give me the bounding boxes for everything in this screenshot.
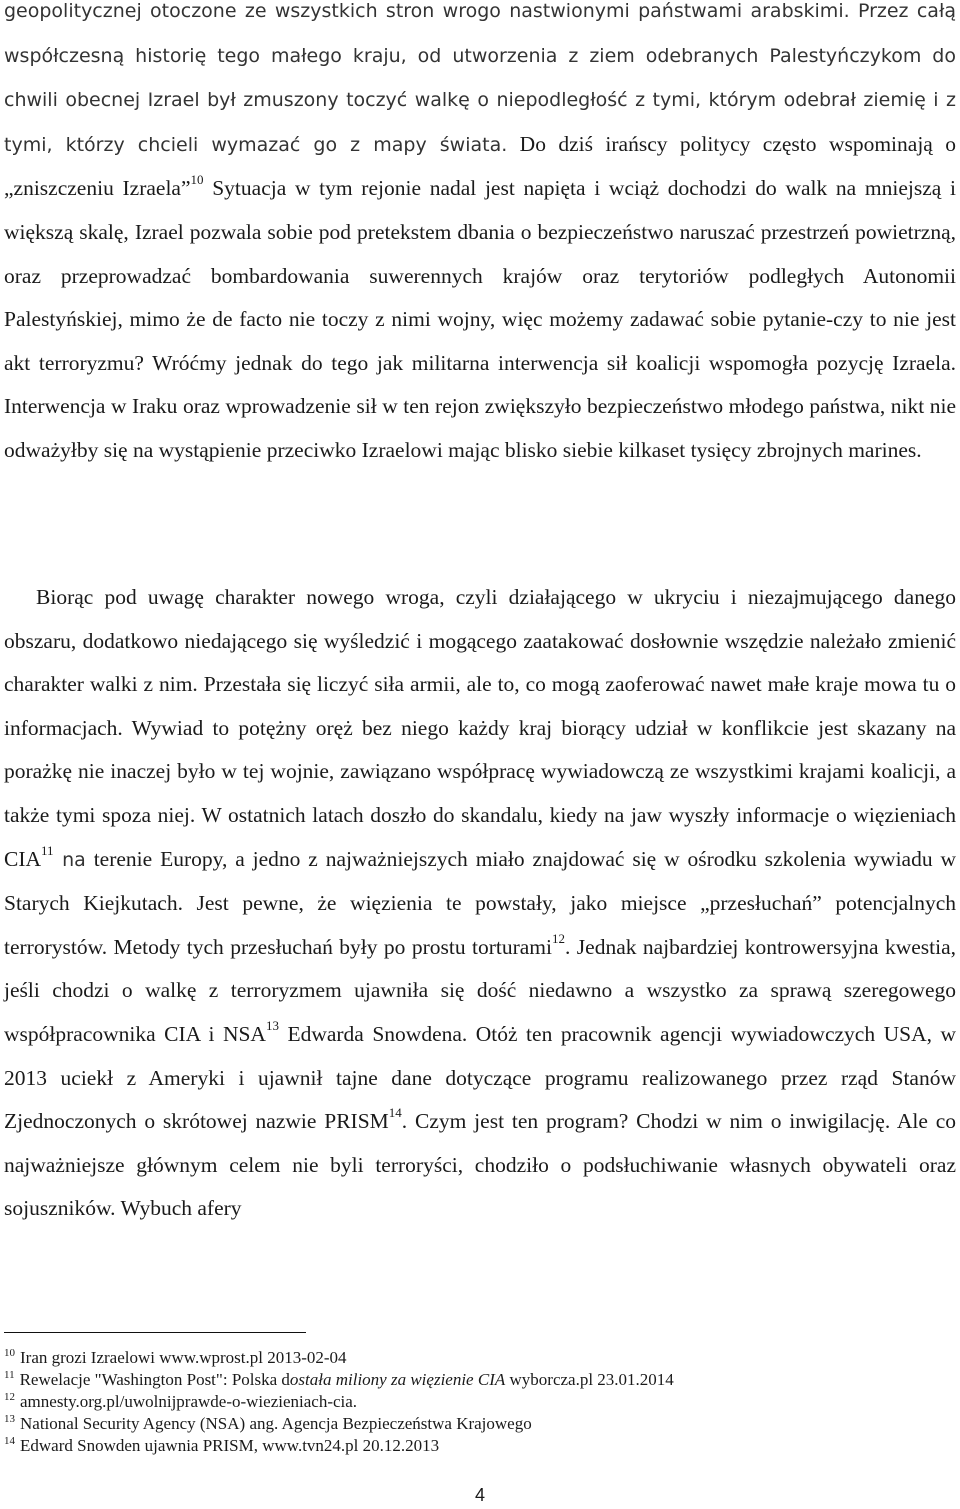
paragraph-2-sentence: na: [53, 848, 86, 871]
footnote-12: [4, 1391, 956, 1413]
paragraph-1: [4, 0, 956, 473]
footnote-text: Iran grozi Izraelowi www.wprost.pl 2013-02-04: [20, 1348, 347, 1367]
footnote-number: 12: [4, 1391, 15, 1403]
footnote-text: amnesty.org.pl/uwolnijprawde-o-wiezieniach-cia.: [20, 1392, 358, 1411]
footnote-number: 10: [4, 1347, 15, 1359]
paragraph-2-sentence: Edwarda Snowdena. Otóż ten pracownik agencji wywiadowczych USA, w 2013 uciekł z Ameryki i ujawnił tajne dane dotyczące programu realizowanego przez rząd Stanów Zjednoczonych o skrótowej nazwie PRISM: [4, 1021, 956, 1134]
page-number: 4: [474, 1485, 485, 1505]
footnote-number: 14: [4, 1435, 15, 1447]
footnote-text: Rewelacje "Washington Post": Polska d: [19, 1370, 290, 1389]
footnote-ref-10: 10: [190, 172, 204, 188]
footnote-ref-13: 13: [265, 1017, 279, 1033]
footnote-10: [4, 1347, 956, 1369]
paragraph-2: [4, 576, 956, 1231]
paragraph-2-sentence: terenie Europy, a jedno z najważniejszych miało znajdować się w ośrodku szkolenia wywiadu w Starych Kiejkutach. Jest pewne, że więzienia te powstały, jako miejsce „przesłuchań” potencjalnych terrorystów. Metody tych przesłuchań były po prostu torturami: [4, 846, 956, 959]
paragraph-1-sentence: Do dziś irańscy politycy często wspominają o „zniszczeniu Izraela”: [4, 131, 957, 201]
footnote-text-italic: ostała miliony za więzienie CIA: [289, 1370, 506, 1389]
footnote-11: [4, 1369, 956, 1391]
footnote-text: wyborcza.pl 23.01.2014: [505, 1370, 674, 1389]
footnote-ref-11: 11: [41, 842, 54, 858]
footnotes: [4, 1347, 956, 1457]
footnote-ref-14: 14: [388, 1105, 402, 1121]
paragraph-2-sentence: Biorąc pod uwagę charakter nowego wroga, czyli działającego w ukryciu i niezajmującego danego obszaru, dodatkowo niedającego się wyśledzić i mogącego zaatakować dosłownie wszędzie należało zmienić charakter walki z nim. Przestała się liczyć siła armii, ale to, co mogą zaoferować nawet małe kraje mowa tu o informacjach. Wywiad to potężny oręż bez niego każdy kraj biorący udział w konflikcie jest skazany na porażkę nie inaczej było w tej wojnie, zawiązano współpracę wywiadowczą ze wszystkimi krajami koalicji, a także tymi spoza niej. W ostatnich latach doszło do skandalu, kiedy na jaw wyszły informacje o więzieniach CIA: [4, 585, 956, 871]
footnote-text: National Security Agency (NSA) ang. Agencja Bezpieczeństwa Krajowego: [20, 1414, 532, 1433]
paragraph-1-sentence: Przez całą współczesną historię tego małego kraju, od utworzenia z ziem odebranych Palestyńczykom do chwili obecnej Izrael był zmuszony toczyć walkę o niepodległość z tymi, którym odebrał ziemię i z tymi, którzy chcieli wymazać go z mapy świata.: [4, 0, 956, 156]
footnote-separator: [4, 1332, 306, 1333]
footnote-14: [4, 1435, 956, 1457]
paragraph-2-sentence: . Jednak najbardziej kontrowersyjna kwestia, jeśli chodzi o walkę z terroryzmem ujawniła się dość niedawno a wszystko za sprawą szeregowego współpracownika CIA i NSA: [4, 934, 957, 1046]
footnote-number: 13: [4, 1413, 15, 1425]
footnote-number: 11: [4, 1369, 15, 1381]
paragraph-1-sentence: geopolitycznej otoczone ze wszystkich stron wrogo nastwionymi państwami arabskimi.: [4, 0, 850, 22]
paragraph-1-sentence: Sytuacja w tym rejonie nadal jest napięta i wciąż dochodzi do walk na mniejszą i większą skalę, Izrael pozwala sobie pod pretekstem dbania o bezpieczeństwo naruszać przestrzeń powietrzną, oraz przeprowadzać bombardowania suwerennych krajów oraz terytoriów podległych Autonomii Palestyńskiej, mimo że de facto nie toczy z nimi wojny, więc możemy zadawać sobie pytanie-czy to nie jest akt terroryzmu? Wróćmy jednak do tego jak militarna interwencja sił koalicji wspomogła pozycję Izraela. Interwencja w Iraku oraz wprowadzenie sił w ten rejon zwiększyło bezpieczeństwo młodego państwa, nikt nie odważyłby się na wystąpienie przeciwko Izraelowi mając blisko siebie kilkaset tysięcy zbrojnych marines.: [4, 176, 957, 462]
footnote-text: Edward Snowden ujawnia PRISM, www.tvn24.pl 20.12.2013: [20, 1436, 440, 1455]
footnote-ref-12: 12: [552, 930, 565, 946]
footnote-13: [4, 1413, 956, 1435]
paragraph-2-sentence: . Czym jest ten program? Chodzi w nim o inwigilację. Ale co najważniejsze głównym celem nie byli terroryści, chodziło o podsłuchiwanie własnych obywateli oraz sojuszników. Wybuch afery: [4, 1109, 957, 1221]
